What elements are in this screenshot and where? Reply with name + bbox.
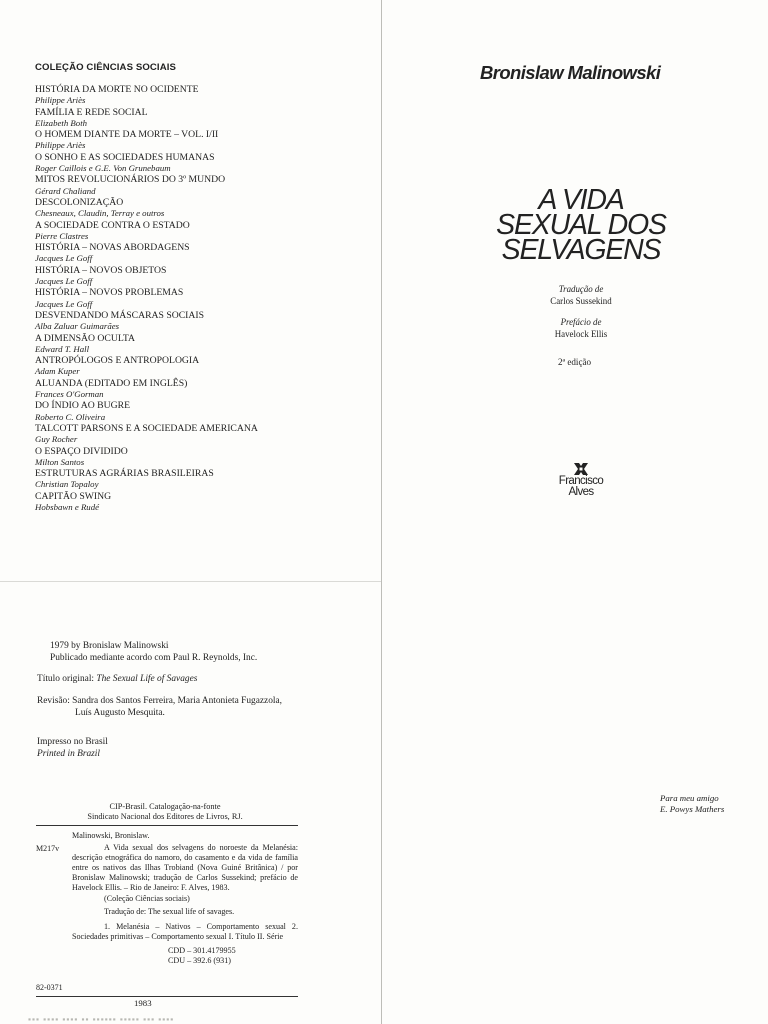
cip-cdd: CDD – 301.4179955 [168, 946, 236, 955]
cip-call-number: M217v [36, 844, 60, 853]
page-fold-line [0, 581, 381, 582]
series-item-title: TALCOTT PARSONS E A SOCIEDADE AMERICANA [35, 422, 258, 434]
cip-heading [36, 802, 294, 822]
cip-translation: Tradução de: The sexual life of savages. [104, 907, 235, 916]
series-item-author: Philippe Ariès [35, 95, 86, 106]
series-item-title: DESCOLONIZAÇÃO [35, 196, 124, 208]
cip-description: A Vida sexual dos selvagens do noroeste da Melanésia: descrição etnográfica do namoro, do casamento e da vida de família entre os nativos das Ilhas Trobiand (Nova Guiné Britânica) / por Bronislaw Malinowski; tradução de Carlos Sussekind; prefácio de Havelock Ellis. – Rio de Janeiro: F. Alves, 1983. [72, 843, 298, 892]
series-item [35, 174, 355, 197]
series-item [35, 400, 355, 423]
series-item-title: O SONHO E AS SOCIEDADES HUMANAS [35, 151, 215, 163]
series-item-author: Gérard Chaliand [35, 185, 96, 196]
dedication-line-1: Para meu amigo [660, 793, 719, 803]
series-item-author: Philippe Ariès [35, 140, 86, 151]
series-item [35, 197, 355, 220]
series-item [35, 310, 355, 333]
series-list [35, 84, 355, 513]
original-title-label: Título original: [37, 674, 95, 684]
series-item-author: Guy Rocher [35, 434, 78, 445]
revision-line-1: Revisão: Sandra dos Santos Ferreira, Maria Antonieta Fugazzola, [37, 696, 282, 706]
cip-record-number: 82-0371 [36, 983, 63, 992]
series-item-author: Jacques Le Goff [35, 276, 93, 287]
translator-name: Carlos Sussekind [550, 295, 612, 306]
series-item-title: FAMÍLIA E REDE SOCIAL [35, 106, 148, 118]
series-item-title: ESTRUTURAS AGRÁRIAS BRASILEIRAS [35, 468, 214, 480]
series-item-author: Alba Zaluar Guimarães [35, 321, 120, 332]
series-item-author: Jacques Le Goff [35, 253, 93, 264]
series-item [35, 287, 355, 310]
series-item-author: Hobsbawn e Rudé [35, 501, 100, 512]
series-item [35, 468, 355, 491]
cip-body [72, 831, 298, 966]
series-item-title: HISTÓRIA DA MORTE NO OCIDENTE [35, 84, 199, 95]
agreement-line: Publicado mediante acordo com Paul R. Reynolds, Inc. [50, 653, 258, 663]
edition-label: 2ª edição [558, 357, 592, 367]
series-item [35, 220, 355, 243]
series-item [35, 152, 355, 175]
series-item-author: Roberto C. Oliveira [35, 411, 106, 422]
series-item [35, 378, 355, 401]
series-item [35, 242, 355, 265]
publisher-name-line-1: Francisco [558, 475, 604, 487]
series-item [35, 355, 355, 378]
series-item-title: A SOCIEDADE CONTRA O ESTADO [35, 219, 190, 231]
preface-role: Prefácio de [560, 317, 602, 327]
original-title: The Sexual Life of Savages [96, 674, 198, 684]
series-item [35, 265, 355, 288]
printed-in-block [37, 736, 108, 760]
series-item-title: ALUANDA (EDITADO EM INGLÊS) [35, 377, 188, 389]
series-item [35, 491, 355, 514]
series-item [35, 423, 355, 446]
translation-role: Tradução de [558, 284, 604, 294]
series-item-author: Roger Caillois e G.E. Von Grunebaum [35, 163, 171, 174]
series-item-author: Elizabeth Both [35, 117, 88, 128]
series-item [35, 446, 355, 469]
series-item-title: O ESPAÇO DIVIDIDO [35, 445, 128, 457]
printed-pt: Impresso no Brasil [37, 737, 108, 747]
series-item-title: CAPITÃO SWING [35, 490, 112, 502]
series-item-title: A DIMENSÃO OCULTA [35, 332, 136, 344]
credits-block [518, 284, 644, 340]
series-item-author: Edward T. Hall [35, 343, 90, 354]
publication-year: 1983 [134, 998, 152, 1008]
preface-author: Havelock Ellis [554, 328, 608, 339]
series-list-block [35, 62, 355, 513]
cropped-text-fragment: ▪▪▪ ▪▪▪▪ ▪▪▪▪ ▪▪ ▪▪▪▪▪▪ ▪▪▪▪▪ ▪▪▪ ▪▪▪▪ [28, 1014, 175, 1024]
series-item-title: O HOMEM DIANTE DA MORTE – VOL. I/II [35, 129, 219, 141]
series-item-title: HISTÓRIA – NOVOS OBJETOS [35, 264, 167, 276]
title-line-1: A VIDA [538, 184, 624, 216]
series-item [35, 129, 355, 152]
series-item-title: MITOS REVOLUCIONÁRIOS DO 3º MUNDO [35, 174, 226, 186]
series-item-title: ANTROPÓLOGOS E ANTROPOLOGIA [35, 355, 200, 367]
dedication [660, 793, 724, 815]
series-item-author: Frances O'Gorman [35, 389, 104, 400]
series-item-author: Pierre Clastres [35, 230, 89, 241]
series-item-title: DO ÍNDIO AO BUGRE [35, 400, 130, 412]
book-title [470, 184, 692, 266]
cip-author: Malinowski, Bronislaw. [72, 831, 150, 840]
printed-en: Printed in Brazil [37, 749, 101, 759]
copyright-line: 1979 by Bronislaw Malinowski [50, 641, 169, 651]
series-item-author: Adam Kuper [35, 366, 80, 377]
series-heading: COLEÇÃO CIÊNCIAS SOCIAIS [35, 62, 176, 73]
publisher-name-line-2: Alves [568, 486, 594, 498]
cip-heading-line-2: Sindicato Nacional dos Editores de Livros, RJ. [87, 812, 243, 821]
series-item-title: DESVENDANDO MÁSCARAS SOCIAIS [35, 309, 205, 321]
series-item [35, 107, 355, 130]
cip-series: (Coleção Ciências sociais) [104, 894, 190, 903]
series-item-author: Jacques Le Goff [35, 298, 93, 309]
series-item-title: HISTÓRIA – NOVAS ABORDAGENS [35, 242, 190, 254]
title-line-3: SELVAGENS [501, 234, 661, 266]
book-author: Bronislaw Malinowski [480, 62, 661, 83]
cip-subjects: 1. Melanésia – Nativos – Comportamento sexual 2. Sociedades primitivas – Comportamento sexual I. Título II. Série [72, 922, 298, 941]
series-item [35, 333, 355, 356]
page-gutter [381, 0, 382, 1024]
title-line-2: SEXUAL DOS [496, 209, 666, 241]
series-item-title: HISTÓRIA – NOVOS PROBLEMAS [35, 287, 184, 299]
revision-block [37, 695, 307, 719]
series-item-author: Chesneaux, Claudin, Terray e outros [35, 208, 165, 219]
publisher-logo-icon [572, 462, 590, 476]
series-item-author: Milton Santos [35, 456, 85, 467]
cip-record [36, 825, 298, 997]
publisher-logo [551, 462, 611, 498]
cip-heading-line-1: CIP-Brasil. Catalogação-na-fonte [109, 802, 221, 811]
series-item-author: Christian Topaloy [35, 479, 99, 490]
cip-cdu: CDU – 392.6 (931) [168, 956, 231, 965]
dedication-line-2: E. Powys Mathers [660, 804, 725, 814]
series-item [35, 84, 355, 107]
copyright-block [50, 640, 257, 664]
revision-line-2: Luís Augusto Mesquita. [75, 708, 165, 718]
original-title-line [37, 674, 197, 684]
